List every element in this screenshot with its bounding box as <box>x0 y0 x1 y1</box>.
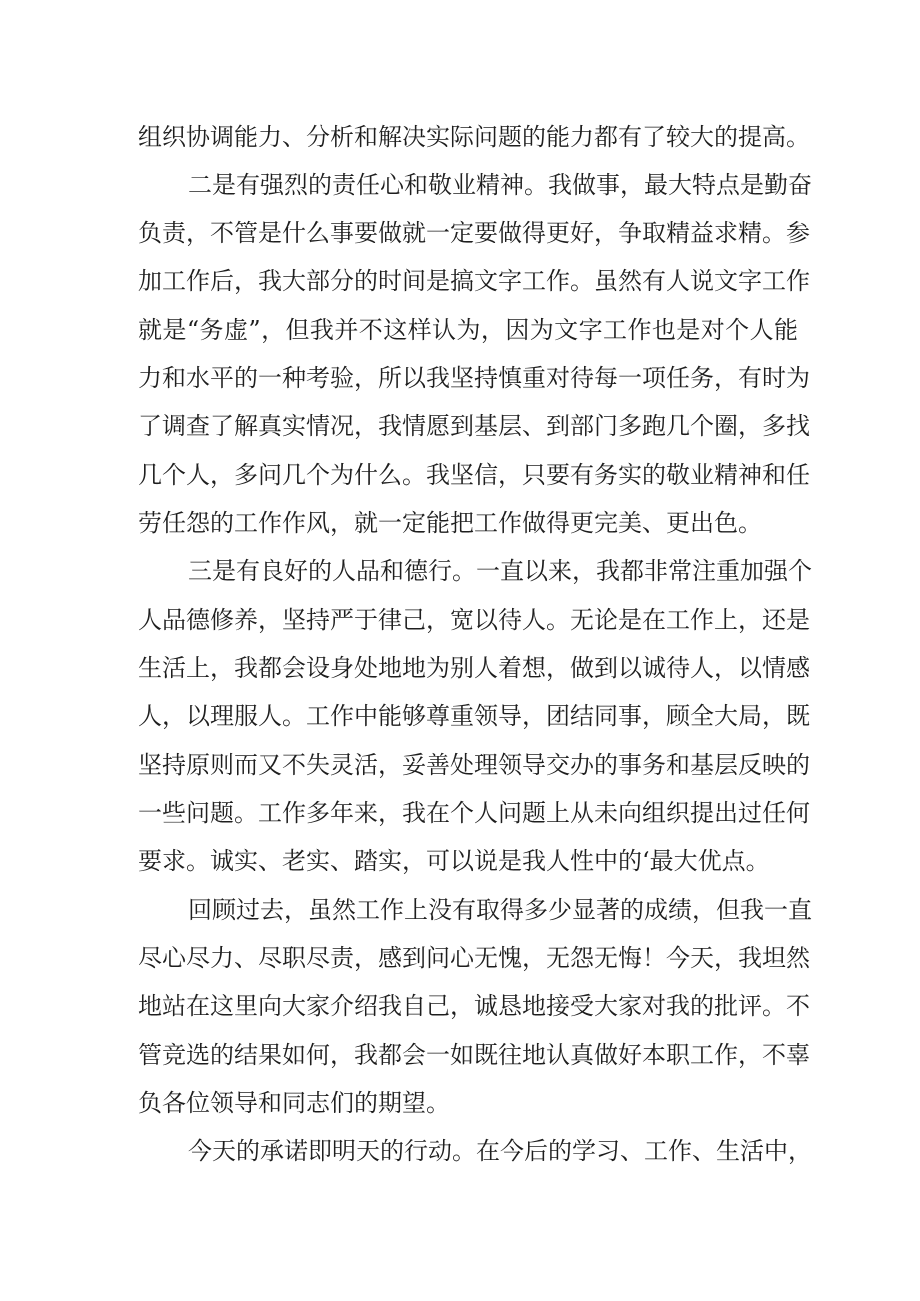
text-line: 坚持原则而又不失灵活，妥善处理领导交办的事务和基层反映的 <box>138 751 810 779</box>
text-line: 一些问题。工作多年来，我在个人问题上从未向组织提出过任何 <box>138 799 810 827</box>
text-line: 负各位领导和同志们的期望。 <box>138 1089 450 1117</box>
text-line: 就是“务虚”，但我并不这样认为，因为文字工作也是对个人能 <box>138 316 798 344</box>
text-line: 加工作后，我大部分的时间是搞文字工作。虽然有人说文字工作 <box>138 267 810 295</box>
paragraph-first-line: 二是有强烈的责任心和敬业精神。我做事，最大特点是勤奋 <box>188 171 812 199</box>
text-line: 了调查了解真实情况，我情愿到基层、到部门多跑几个圈，多找 <box>138 412 810 440</box>
paragraph-first-line: 回顾过去，虽然工作上没有取得多少显著的成绩，但我一直 <box>188 896 812 924</box>
text-line: 人，以理服人。工作中能够尊重领导，团结同事，顾全大局，既 <box>138 702 810 730</box>
text-line: 生活上，我都会设身处地地为别人着想，做到以诚待人，以情感 <box>138 654 810 682</box>
text-line: 人品德修养，坚持严于律己，宽以待人。无论是在工作上，还是 <box>138 606 810 634</box>
text-line: 几个人，多问几个为什么。我坚信，只要有务实的敬业精神和任 <box>138 461 810 489</box>
text-line: 要求。诚实、老实、踏实，可以说是我人性中的‘最大优点。 <box>138 847 770 875</box>
paragraph-first-line: 今天的承诺即明天的行动。在今后的学习、工作、生活中， <box>188 1137 812 1165</box>
text-line: 地站在这里向大家介绍我自己，诚恳地接受大家对我的批评。不 <box>138 992 810 1020</box>
paragraph-first-line: 三是有良好的人品和德行。一直以来，我都非常注重加强个 <box>188 557 812 585</box>
text-line: 力和水平的一种考验，所以我坚持慎重对待每一项任务，有时为 <box>138 364 810 392</box>
text-line: 劳任怨的工作作风，就一定能把工作做得更完美、更出色。 <box>138 509 762 537</box>
text-line: 组织协调能力、分析和解决实际问题的能力都有了较大的提高。 <box>138 123 810 151</box>
text-line: 管竞选的结果如何，我都会一如既往地认真做好本职工作，不辜 <box>138 1041 810 1069</box>
text-line: 负责，不管是什么事要做就一定要做得更好，争取精益求精。参 <box>138 219 810 247</box>
text-line: 尽心尽力、尽职尽责，感到问心无愧，无怨无悔！今天，我坦然 <box>138 944 810 972</box>
